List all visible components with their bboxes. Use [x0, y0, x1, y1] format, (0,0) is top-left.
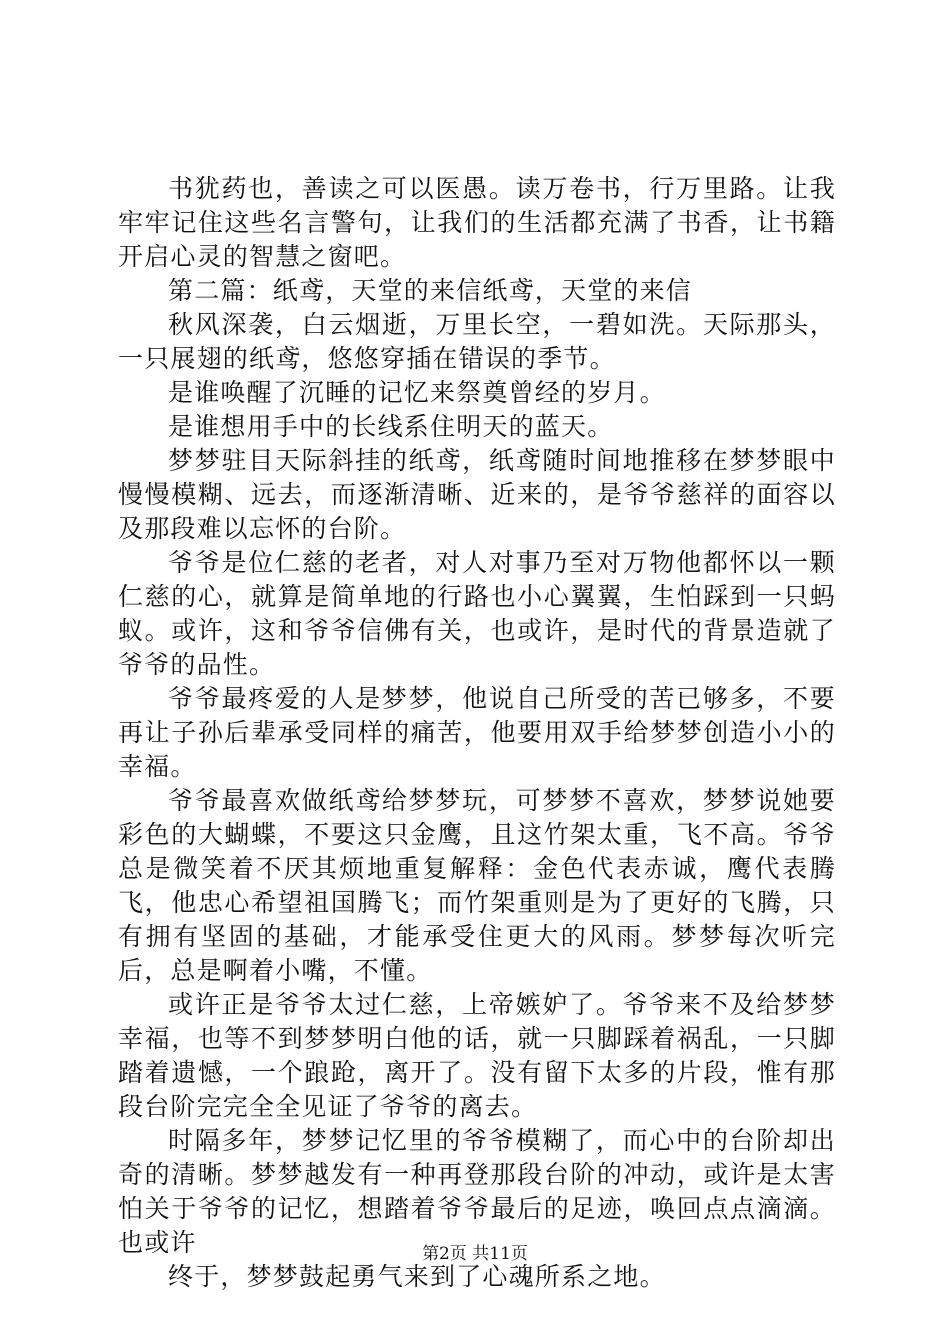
paragraph: 或许正是爷爷太过仁慈，上帝嫉妒了。爷爷来不及给梦梦幸福，也等不到梦梦明白他的话，就一只脚踩着祸乱，一只脚踏着遗憾，一个踉跄，离开了。没有留下太多的片段，惟有那段台阶完完全全见证了爷爷的离去。 [118, 990, 836, 1121]
paragraph: 秋风深袭，白云烟逝，万里长空，一碧如洗。天际那头，一只展翅的纸鸢，悠悠穿插在错误的季节。 [118, 310, 836, 373]
paragraph: 时隔多年，梦梦记忆里的爷爷模糊了，而心中的台阶却出奇的清晰。梦梦越发有一种再登那段台阶的冲动，或许是太害怕关于爷爷的记忆，想踏着爷爷最后的足迹，唤回点点滴滴。也或许 [118, 1126, 836, 1257]
paragraph: 是谁想用手中的长线系住明天的蓝天。 [168, 412, 614, 441]
paragraph: 书犹药也，善读之可以医愚。读万卷书，行万里路。让我牢牢记住这些名言警句，让我们的生活都充满了书香，让书籍开启心灵的智慧之窗吧。 [118, 174, 836, 271]
paragraph: 爷爷是位仁慈的老者，对人对事乃至对万物他都怀以一颗仁慈的心，就算是简单地的行路也小心翼翼，生怕踩到一只蚂蚁。或许，这和爷爷信佛有关，也或许，是时代的背景造就了爷爷的品性。 [118, 548, 836, 679]
paragraph: 爷爷最疼爱的人是梦梦，他说自己所受的苦已够多，不要再让子孙后辈承受同样的痛苦，他要用双手给梦梦创造小小的幸福。 [118, 684, 836, 781]
document-body [118, 172, 836, 1294]
paragraph: 梦梦驻目天际斜挂的纸鸢，纸鸢随时间地推移在梦梦眼中慢慢模糊、远去，而逐渐清晰、近来的，是爷爷慈祥的面容以及那段难以忘怀的台阶。 [118, 446, 836, 543]
page-number-footer: 第2页 共11页 [422, 1244, 528, 1264]
paragraph: 爷爷最喜欢做纸鸢给梦梦玩，可梦梦不喜欢，梦梦说她要彩色的大蝴蝶，不要这只金鹰，且这竹架太重，飞不高。爷爷总是微笑着不厌其烦地重复解释：金色代表赤诚，鹰代表腾飞，他忠心希望祖国腾飞；而竹架重则是为了更好的飞腾，只有拥有坚固的基础，才能承受住更大的风雨。梦梦每次听完后，总是啊着小嘴，不懂。 [118, 786, 836, 985]
paragraph: 终于，梦梦鼓起勇气来到了心魂所系之地。 [168, 1262, 666, 1291]
paragraph: 是谁唤醒了沉睡的记忆来祭奠曾经的岁月。 [168, 378, 666, 407]
section-heading: 第二篇：纸鸢，天堂的来信纸鸢，天堂的来信 [168, 276, 693, 305]
